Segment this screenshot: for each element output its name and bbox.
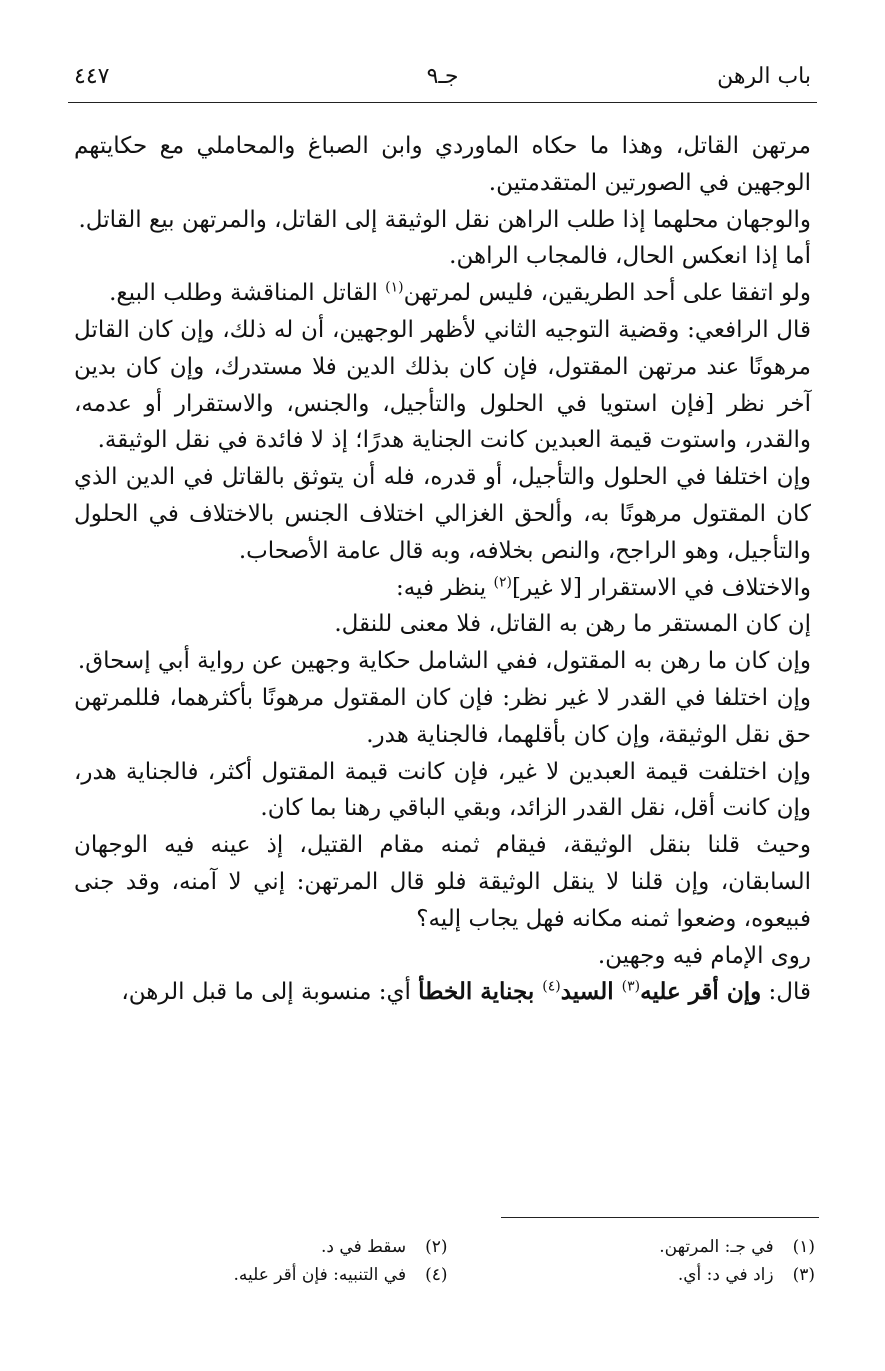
text-run: القاتل المناقشة وطلب البيع. [109,280,386,307]
chapter-title: باب الرهن [717,64,811,89]
running-header [68,62,817,103]
text-run: ولو اتفقا على أحد الطريقين، فليس لمرتهن [403,280,811,307]
footnote-1 [448,1233,816,1261]
footnote-row [80,1261,815,1289]
bold-text: وإن أقر عليه [640,978,762,1006]
paragraph: أما إذا انعكس الحال، فالمجاب الراهن. [449,243,811,270]
main-text [74,128,811,1011]
footnote-row [80,1233,815,1261]
footnote-text: سقط في د. [321,1237,407,1257]
footnote-ref: (٤) [542,978,561,995]
text-run: ينظر فيه: [395,574,494,601]
footnote-number: (٤) [425,1265,448,1285]
paragraph: وإن اختلفا في الحلول والتأجيل، أو قدره، فله أن يتوثق بالقاتل في الدين الذي كان المقتول مرهونًا به، وألحق الغزالي اختلاف الجنس بالاختلاف في الحلول والتأجيل، وهو الراجح، والنص بخلافه، وبه قال عامة الأصحاب. [74,464,811,564]
paragraph: قال الرافعي: وقضية التوجيه الثاني لأظهر الوجهين، أن له ذلك، وإن كان القاتل مرهونًا عند مرتهن المقتول، فإن كان بذلك الدين فلا مستدرك، وإن كان بدين آخر نظر [فإن استويا في الحلول والتأجيل، والجنس، والاستقرار أو عدمه، والقدر، واستوت قيمة العبدين كانت الجناية هدرًا؛ إذ لا فائدة في نقل الوثيقة. [74,316,811,454]
paragraph [74,974,811,1011]
footnotes [80,1233,815,1289]
paragraph: وحيث قلنا بنقل الوثيقة، فيقام ثمنه مقام القتيل، إذ عينه فيه الوجهان السابقان، وإن قلنا لا ينقل الوثيقة فلو قال المرتهن: إني لا آمنه، وقد جنى فبيعوه، وضعوا ثمنه مكانه فهل يجاب إليه؟ [74,832,811,932]
paragraph: وإن كان ما رهن به المقتول، ففي الشامل حكاية وجهين عن رواية أبي إسحاق. [77,648,811,675]
paragraph: وإن اختلفت قيمة العبدين لا غير، فإن كانت قيمة المقتول أكثر، فالجناية هدر، وإن كانت أقل، نقل القدر الزائد، وبقي الباقي رهنا بما كان. [74,758,811,822]
footnote-4 [80,1261,448,1289]
bold-text: السيد [560,978,622,1006]
text-run: والاختلاف في الاستقرار [لا غير] [511,574,811,601]
footnote-text: زاد في د: أي. [677,1265,774,1285]
volume-label: جـ٩ [426,64,459,89]
paragraph: والوجهان محلهما إذا طلب الراهن نقل الوثيقة إلى القاتل، والمرتهن بيع القاتل. [78,206,811,233]
paragraph [74,275,811,312]
footnote-3 [448,1261,816,1289]
footnote-separator [501,1217,819,1218]
paragraph [74,570,811,607]
footnote-2 [80,1233,448,1261]
footnote-ref: (٢) [493,573,512,590]
page-number: ٤٤٧ [74,64,110,89]
footnote-text: في جـ: المرتهن. [659,1237,774,1257]
bold-text: بجناية الخطأ [418,978,543,1006]
footnote-number: (٢) [425,1237,448,1257]
footnote-ref: (١) [385,279,404,296]
footnote-number: (١) [792,1237,815,1257]
paragraph: مرتهن القاتل، وهذا ما حكاه الماوردي وابن الصباغ والمحاملي مع حكايتهم الوجهين في الصورتين المتقدمتين. [74,133,811,196]
text-run: أي: منسوبة إلى ما قبل الرهن، [121,979,419,1006]
footnote-text: في التنبيه: فإن أقر عليه. [233,1265,407,1285]
text-run: قال: [761,979,811,1006]
footnote-ref: (٣) [621,978,641,995]
paragraph: إن كان المستقر ما رهن به القاتل، فلا معنى للنقل. [334,611,811,638]
paragraph: وإن اختلفا في القدر لا غير نظر: فإن كان المقتول مرهونًا بأكثرهما، فللمرتهن حق نقل الوثيقة، وإن كان بأقلهما، فالجناية هدر. [74,684,811,748]
paragraph: روى الإمام فيه وجهين. [597,942,811,969]
footnote-number: (٣) [792,1265,815,1285]
